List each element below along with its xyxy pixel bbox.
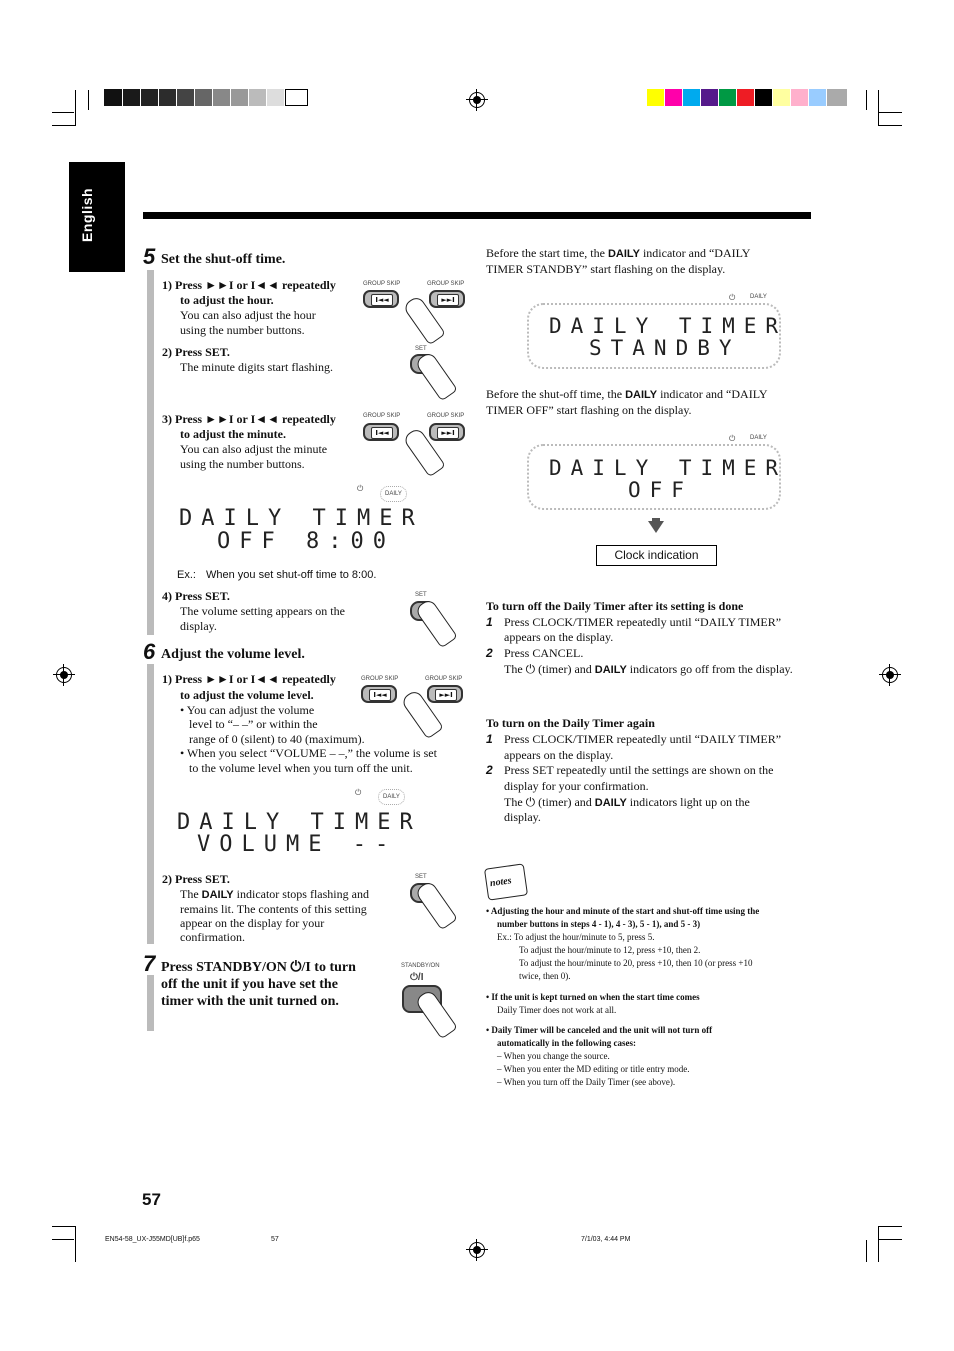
- substep-heading: 3) Press ►►I or I◄◄ repeatedly: [162, 412, 336, 426]
- arrow-down-icon: [648, 521, 664, 533]
- list-text: Press CLOCK/TIMER repeatedly until “DAILY TIMER”: [504, 615, 782, 629]
- set-label: SET: [415, 592, 427, 598]
- next-icon: ►►I: [435, 689, 457, 701]
- list-number: 1: [486, 732, 493, 746]
- crop-mark: [52, 1239, 74, 1240]
- language-tab: [69, 162, 125, 272]
- notes-label: notes: [489, 875, 513, 890]
- next-button[interactable]: [429, 290, 465, 308]
- note-heading: • Daily Timer will be canceled and the unit will not turn off: [486, 1025, 713, 1035]
- power-icon: ⏻/I: [410, 972, 424, 983]
- text-fragment: indicators light up on the: [629, 795, 750, 809]
- registration-mark: [469, 1242, 485, 1258]
- registration-mark: [469, 92, 485, 108]
- step-number: 7: [143, 951, 156, 976]
- finger-icon: [414, 989, 458, 1040]
- list-text: Press SET repeatedly until the settings are shown on the: [504, 763, 774, 777]
- prev-button[interactable]: [363, 423, 399, 441]
- substep-heading: to adjust the hour.: [180, 293, 274, 307]
- daily-indicator: DAILY: [750, 294, 767, 300]
- substep-text: The volume setting appears on the: [180, 604, 345, 618]
- timer-icon: ⏻: [729, 434, 736, 443]
- set-label: SET: [415, 874, 427, 880]
- step-bar: [147, 664, 154, 944]
- text-fragment: indicator stops flashing and: [236, 887, 369, 901]
- crop-mark: [878, 125, 902, 126]
- finger-icon: [414, 598, 458, 649]
- note-text: To adjust the hour/minute to 12, press +10, then 2.: [519, 945, 701, 955]
- note-text: To adjust the hour/minute to 20, press +10, then 10 (or press +10: [519, 958, 753, 968]
- list-text: appears on the display.: [504, 748, 614, 762]
- substep-text: [180, 887, 369, 903]
- footer-date: 7/1/03, 4:44 PM: [581, 1236, 631, 1243]
- header-rule: [143, 212, 811, 219]
- bullet-text: level to “– –” or within the: [189, 717, 318, 731]
- substep-text: using the number buttons.: [180, 323, 305, 337]
- step-title: Set the shut-off time.: [161, 252, 286, 267]
- crop-mark: [878, 1226, 879, 1262]
- note-text: – When you enter the MD editing or title entry mode.: [497, 1064, 690, 1074]
- paragraph: TIMER OFF” start flashing on the display.: [486, 403, 692, 417]
- step-title: Adjust the volume level.: [161, 647, 305, 662]
- step-title: timer with the unit turned on.: [161, 994, 339, 1009]
- list-text: [504, 662, 793, 678]
- prev-button[interactable]: [363, 290, 399, 308]
- list-text: [504, 795, 750, 811]
- crop-mark: [52, 1226, 76, 1227]
- text-fragment: indicator and “DAILY: [642, 246, 751, 260]
- bullet-text: • You can adjust the volume: [180, 703, 315, 717]
- daily-indicator-label: DAILY: [625, 389, 658, 401]
- substep-heading: 4) Press SET.: [162, 589, 230, 603]
- display-line-2: STANDBY: [589, 336, 741, 360]
- list-text: Press CANCEL.: [504, 646, 584, 660]
- note-text: Daily Timer does not work at all.: [497, 1005, 617, 1015]
- registration-mark: [882, 667, 898, 683]
- crop-mark: [878, 1239, 902, 1240]
- notes-icon: [484, 863, 528, 900]
- daily-indicator-label: DAILY: [594, 664, 627, 676]
- crop-mark: [878, 90, 879, 126]
- crop-mark: [52, 112, 74, 113]
- timer-icon: ⏻: [355, 788, 362, 797]
- set-label: SET: [415, 346, 427, 352]
- daily-indicator-label: DAILY: [607, 248, 640, 260]
- daily-indicator-label: DAILY: [594, 797, 627, 809]
- substep-text: display.: [180, 619, 217, 633]
- substep-text: using the number buttons.: [180, 457, 305, 471]
- registration-mark: [56, 667, 72, 683]
- crop-mark: [75, 1226, 76, 1262]
- crop-mark: [866, 90, 867, 110]
- text-fragment: indicators go off from the display.: [629, 662, 793, 676]
- step-bar: [147, 270, 154, 635]
- bullet-text: to the volume level when you turn off the unit.: [189, 761, 413, 775]
- crop-mark: [878, 1226, 902, 1227]
- group-skip-label: GROUP SKIP: [363, 281, 401, 287]
- daily-indicator: DAILY: [378, 789, 405, 805]
- daily-indicator-label: DAILY: [201, 889, 234, 901]
- text-fragment: The ⏻ (timer) and: [504, 662, 592, 676]
- paragraph: TIMER STANDBY” start flashing on the display.: [486, 262, 726, 276]
- finger-icon: [414, 880, 458, 931]
- crop-mark: [52, 125, 76, 126]
- note-heading: automatically in the following cases:: [497, 1038, 636, 1048]
- note-heading: number buttons in steps 4 - 1), 4 - 3), 5 - 1), and 5 - 3): [497, 919, 701, 929]
- list-text: display.: [504, 810, 541, 824]
- footer-file: EN54-58_UX-J55MD[UB]f.p65: [105, 1236, 200, 1243]
- example-text: When you set shut-off time to 8:00.: [206, 569, 377, 581]
- note-heading: • If the unit is kept turned on when the start time comes: [486, 992, 700, 1002]
- substep-text: The minute digits start flashing.: [180, 360, 333, 374]
- list-number: 2: [486, 763, 493, 777]
- step-title: off the unit if you have set the: [161, 977, 338, 992]
- display-line-1: DAILY TIMER: [549, 456, 788, 480]
- next-icon: ►►I: [437, 294, 459, 306]
- crop-mark: [75, 90, 76, 126]
- prev-button[interactable]: [361, 685, 397, 703]
- display-line-1: DAILY TIMER: [177, 810, 422, 835]
- footer-page: 57: [271, 1236, 279, 1243]
- bullet-text: • When you select “VOLUME – –,” the volume is set: [180, 746, 437, 760]
- step-number: 6: [143, 639, 156, 664]
- note-text: – When you change the source.: [497, 1051, 610, 1061]
- crop-mark: [878, 112, 902, 113]
- step-title: Press STANDBY/ON ⏻/I to turn: [161, 960, 356, 975]
- page-number: 57: [142, 1190, 161, 1209]
- substep-heading: 2) Press SET.: [162, 345, 230, 359]
- text-fragment: indicator and “DAILY: [660, 387, 768, 401]
- section-heading: To turn off the Daily Timer after its setting is done: [486, 599, 744, 613]
- prev-icon: I◄◄: [371, 294, 393, 306]
- clock-indication-box: Clock indication: [596, 545, 717, 566]
- timer-icon: ⏻: [357, 484, 364, 493]
- substep-heading: 2) Press SET.: [162, 872, 230, 886]
- display-line-1: DAILY TIMER: [549, 314, 788, 338]
- text-fragment: The: [180, 887, 199, 901]
- text-fragment: Before the start time, the: [486, 246, 605, 260]
- group-skip-label: GROUP SKIP: [361, 676, 399, 682]
- crop-mark: [866, 1240, 867, 1262]
- next-icon: ►►I: [437, 427, 459, 439]
- list-text: Press CLOCK/TIMER repeatedly until “DAILY TIMER”: [504, 732, 782, 746]
- list-text: display for your confirmation.: [504, 779, 649, 793]
- display-line-1: DAILY TIMER: [179, 506, 424, 531]
- bullet-text: range of 0 (silent) to 40 (maximum).: [189, 732, 365, 746]
- substep-text: confirmation.: [180, 930, 245, 944]
- group-skip-label: GROUP SKIP: [363, 413, 401, 419]
- paragraph: [486, 387, 768, 403]
- language-tab-label: English: [79, 187, 95, 242]
- substep-heading: to adjust the minute.: [180, 427, 287, 441]
- substep-text: remains lit. The contents of this setting: [180, 902, 367, 916]
- text-fragment: Before the shut-off time, the: [486, 387, 623, 401]
- text-fragment: The ⏻ (timer) and: [504, 795, 592, 809]
- substep-heading: 1) Press ►►I or I◄◄ repeatedly: [162, 672, 336, 686]
- substep-heading: 1) Press ►►I or I◄◄ repeatedly: [162, 278, 336, 292]
- note-heading: • Adjusting the hour and minute of the start and shut-off time using the: [486, 906, 760, 916]
- prev-icon: I◄◄: [369, 689, 391, 701]
- list-number: 1: [486, 615, 493, 629]
- step-number: 5: [143, 244, 156, 269]
- note-text: twice, then 0).: [519, 971, 571, 981]
- group-skip-label: GROUP SKIP: [427, 413, 465, 419]
- section-heading: To turn on the Daily Timer again: [486, 716, 655, 730]
- substep-text: appear on the display for your: [180, 916, 325, 930]
- daily-indicator: DAILY: [750, 435, 767, 441]
- timer-icon: ⏻: [729, 293, 736, 302]
- prev-icon: I◄◄: [371, 427, 393, 439]
- finger-icon: [414, 351, 458, 402]
- group-skip-label: GROUP SKIP: [427, 281, 465, 287]
- list-number: 2: [486, 646, 493, 660]
- note-text: Ex.: To adjust the hour/minute to 5, press 5.: [497, 932, 655, 942]
- standby-label: STANDBY/ON: [401, 963, 440, 969]
- display-line-2: VOLUME --: [197, 832, 398, 857]
- next-button[interactable]: [429, 423, 465, 441]
- substep-heading: to adjust the volume level.: [180, 688, 314, 702]
- daily-indicator: DAILY: [380, 486, 407, 502]
- next-button[interactable]: [427, 685, 463, 703]
- substep-text: You can also adjust the hour: [180, 308, 316, 322]
- display-line-2: OFF 8:00: [217, 529, 395, 554]
- step-bar: [147, 975, 154, 1031]
- substep-text: You can also adjust the minute: [180, 442, 328, 456]
- group-skip-label: GROUP SKIP: [425, 676, 463, 682]
- paragraph: [486, 246, 750, 262]
- note-text: – When you turn off the Daily Timer (see above).: [497, 1077, 676, 1087]
- list-text: appears on the display.: [504, 630, 614, 644]
- display-line-2: OFF: [628, 478, 693, 502]
- example-label: Ex.:: [177, 569, 196, 581]
- crop-mark: [88, 90, 89, 110]
